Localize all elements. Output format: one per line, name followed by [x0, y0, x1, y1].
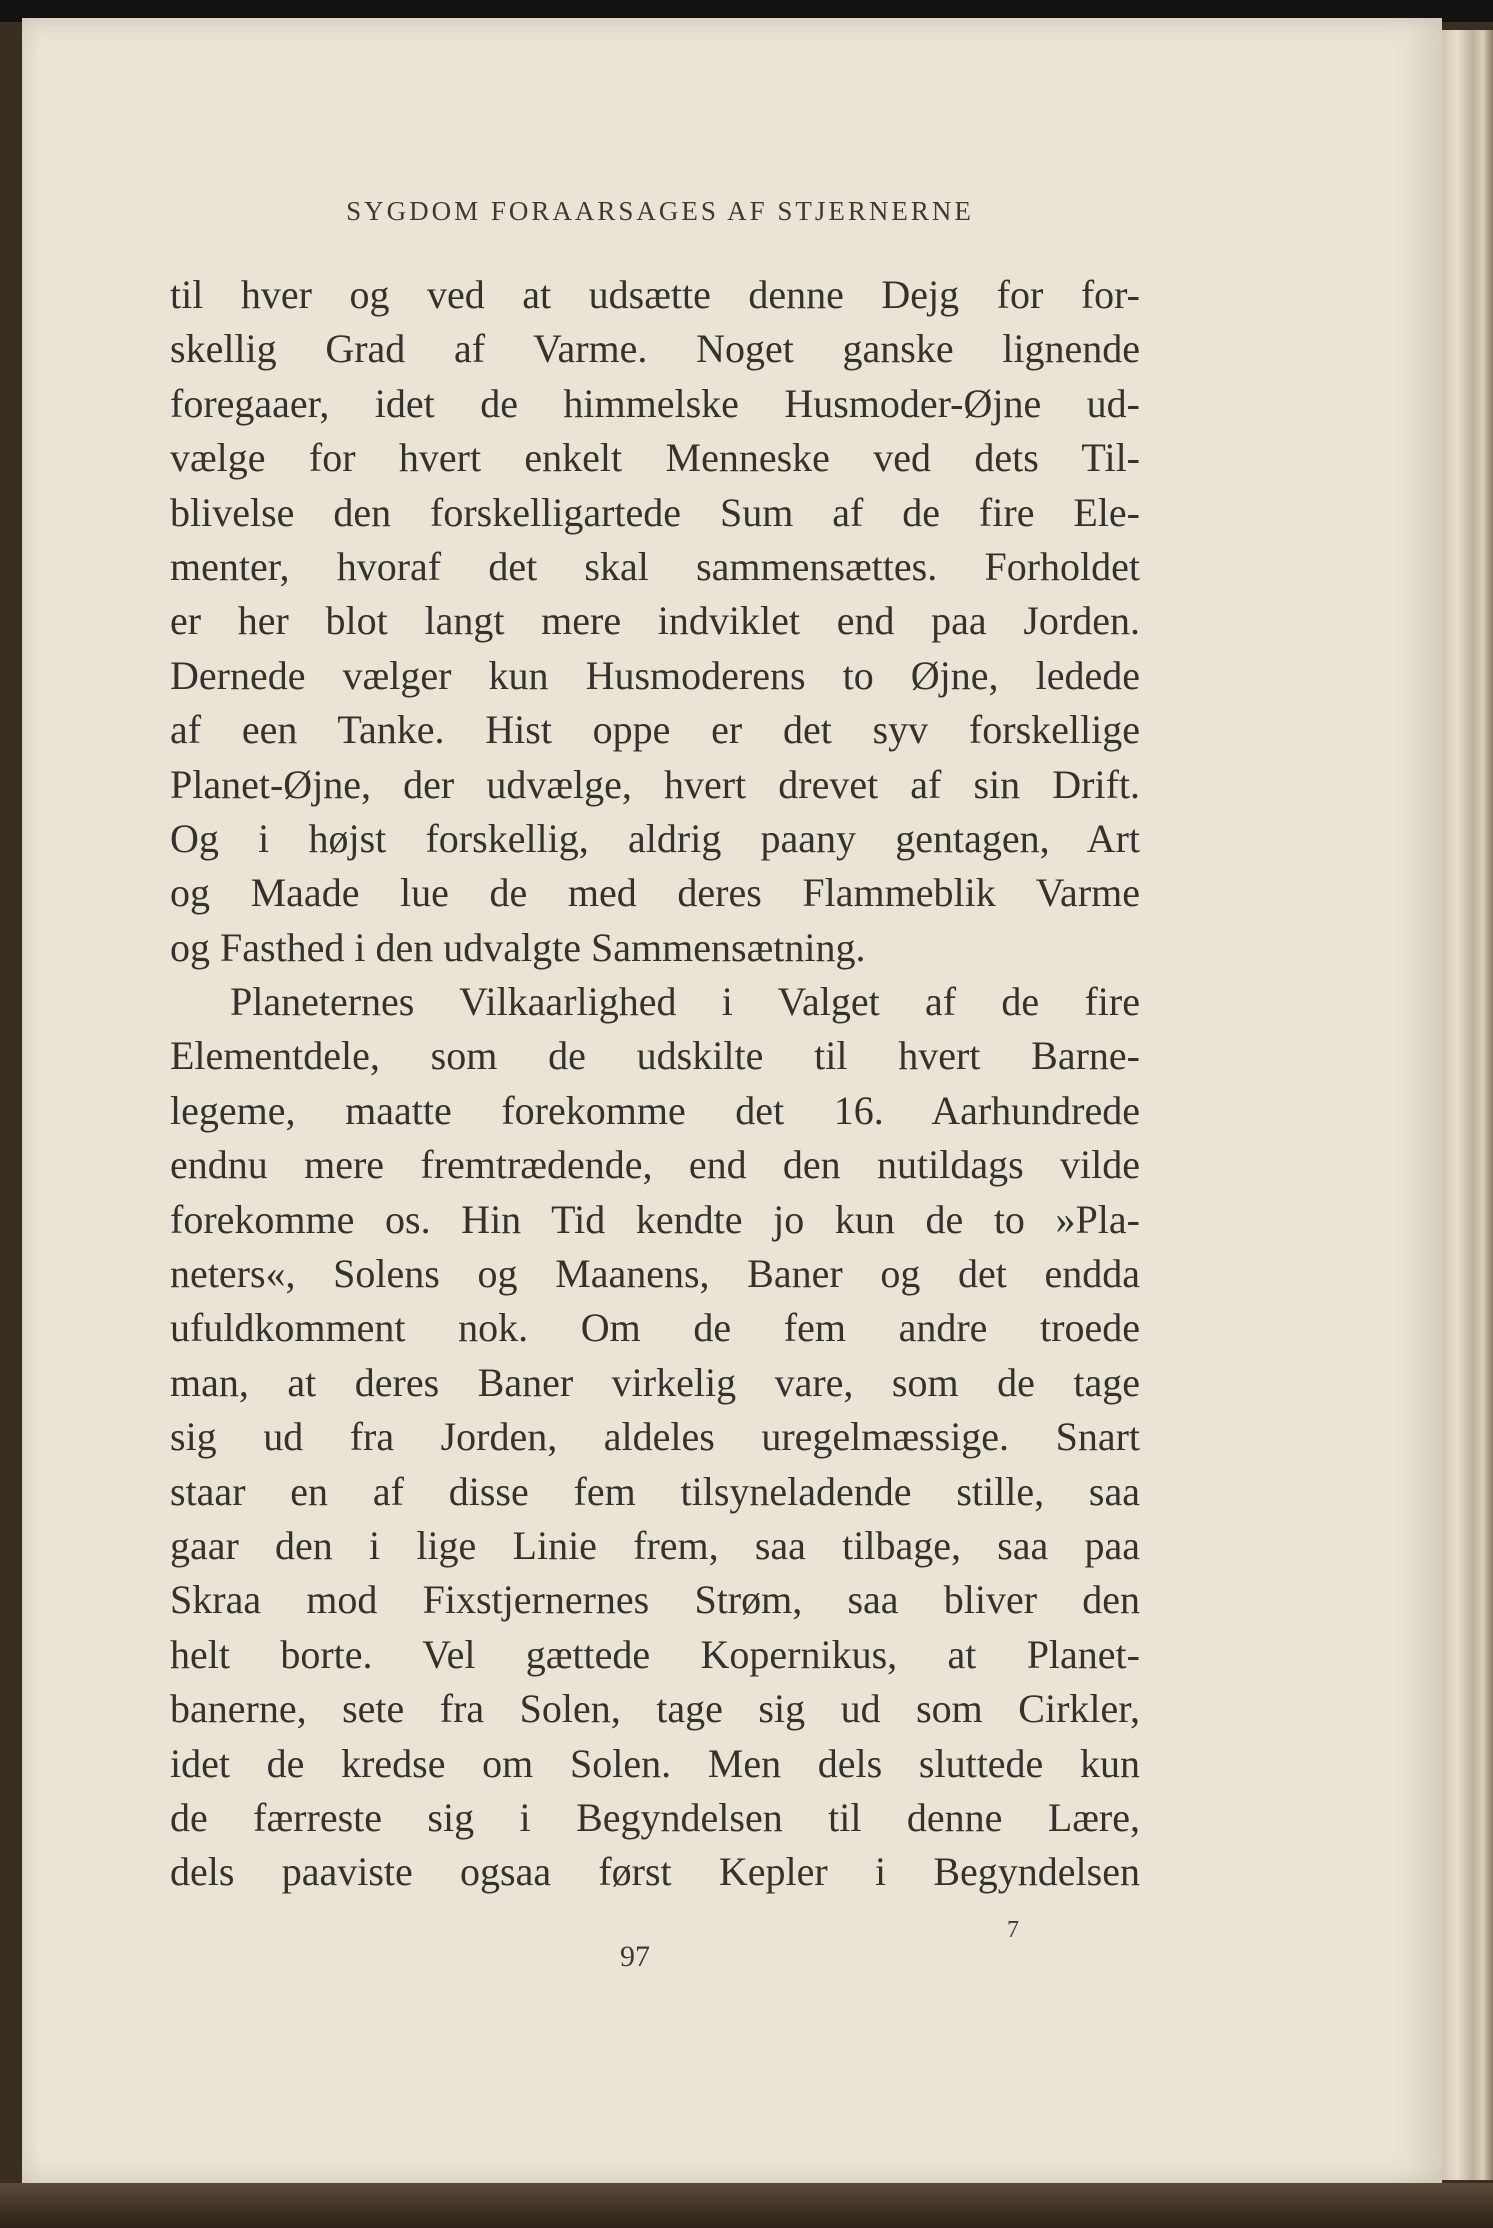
text-line: og Maade lue de med deres Flammeblik Varme — [170, 870, 1140, 916]
text-line: skellig Grad af Varme. Noget ganske lignende — [170, 326, 1140, 372]
text-line: Dernede vælger kun Husmoderens to Øjne, ledede — [170, 652, 1140, 698]
running-head: SYGDOM FORAARSAGES AF STJERNERNE — [346, 196, 974, 226]
signature-mark: 7 — [1007, 1917, 1019, 1943]
text-line: neters«, Solens og Maanens, Baner og det endda — [170, 1251, 1140, 1297]
text-line: Og i højst forskellig, aldrig paany gentagen, Art — [170, 815, 1140, 861]
text-line: Planet-Øjne, der udvælge, hvert drevet af sin Drift. — [170, 761, 1140, 807]
text-line: legeme, maatte forekomme det 16. Aarhundrede — [170, 1087, 1140, 1133]
text-line: forekomme os. Hin Tid kendte jo kun de to »Pla- — [170, 1196, 1140, 1242]
text-line: endnu mere fremtrædende, end den nutildags vilde — [170, 1142, 1140, 1188]
page-number: 97 — [620, 1940, 650, 1973]
body-text — [170, 268, 1140, 1900]
text-line: menter, hvoraf det skal sammensættes. Forholdet — [170, 543, 1140, 589]
text-line: Elementdele, som de udskilte til hvert Barne- — [170, 1033, 1140, 1079]
text-line: sig ud fra Jorden, aldeles uregelmæssige. Snart — [170, 1414, 1140, 1460]
text-line: man, at deres Baner virkelig vare, som de tage — [170, 1359, 1140, 1405]
text-line: vælge for hvert enkelt Menneske ved dets Til- — [170, 435, 1140, 481]
text-line: blivelse den forskelligartede Sum af de fire Ele- — [170, 489, 1140, 535]
text-line: dels paaviste ogsaa først Kepler i Begyndelsen — [170, 1849, 1140, 1895]
text-line: helt borte. Vel gættede Kopernikus, at Planet- — [170, 1631, 1140, 1677]
page-edges — [1442, 30, 1493, 2180]
text-line: foregaaer, idet de himmelske Husmoder-Øjne ud- — [170, 380, 1140, 426]
text-line: og Fasthed i den udvalgte Sammensætning. — [170, 924, 866, 970]
text-line: gaar den i lige Linie frem, saa tilbage, saa paa — [170, 1522, 1140, 1568]
text-line: af een Tanke. Hist oppe er det syv forskellige — [170, 707, 1140, 753]
text-line: idet de kredse om Solen. Men dels sluttede kun — [170, 1740, 1140, 1786]
text-line: staar en af disse fem tilsyneladende stille, saa — [170, 1468, 1140, 1514]
text-line: er her blot langt mere indviklet end paa Jorden. — [170, 598, 1140, 644]
text-line: ufuldkomment nok. Om de fem andre troede — [170, 1305, 1140, 1351]
text-line: de færreste sig i Begyndelsen til denne Lære, — [170, 1794, 1140, 1840]
text-line: Planeternes Vilkaarlighed i Valget af de fire — [230, 979, 1140, 1025]
text-line: banerne, sete fra Solen, tage sig ud som Cirkler, — [170, 1686, 1140, 1732]
bottom-edge — [0, 2183, 1493, 2228]
text-line: Skraa mod Fixstjernernes Strøm, saa bliver den — [170, 1577, 1140, 1623]
text-line: til hver og ved at udsætte denne Dejg for for- — [170, 272, 1140, 317]
